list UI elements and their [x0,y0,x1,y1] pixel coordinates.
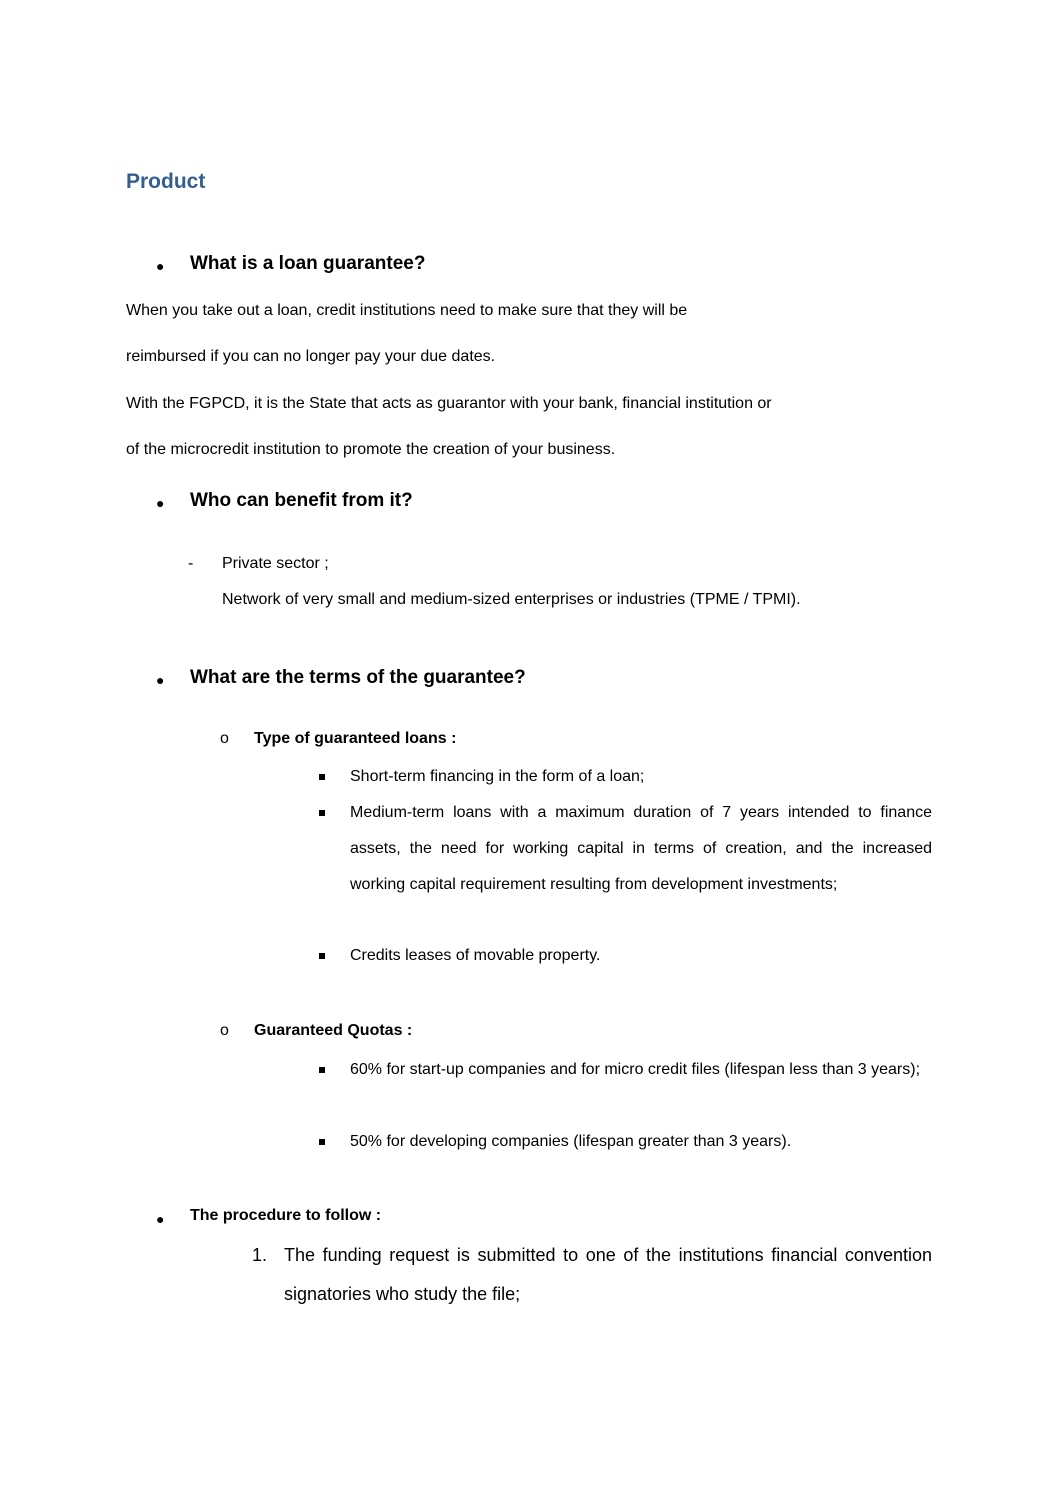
procedure-step: The funding request is submitted to one of the institutions financial convention signatories who study the file; [284,1245,932,1304]
square-bullet-icon [319,1067,325,1073]
list-item: 50% for developing companies (lifespan greater than 3 years). [350,1133,792,1150]
bullet-icon: ● [156,1211,165,1227]
benefit-item-line: Network of very small and medium-sized enterprises or industries (TPME / TPMI). [222,591,801,608]
circle-marker: o [220,730,229,747]
bullet-icon: ● [156,258,165,274]
list-item: Medium-term loans with a maximum duration of 7 years intended to finance assets, the need for working capital in terms of creation, and the increased working capital requirement resulting from development investments; [350,804,932,893]
bullet-icon: ● [156,495,165,511]
list-item: Short-term financing in the form of a loan; [350,768,645,785]
page-title: Product [126,170,206,193]
list-number: 1. [252,1245,268,1265]
paragraph-line: reimbursed if you can no longer pay your due dates. [126,348,496,365]
heading-terms: What are the terms of the guarantee? [190,667,526,688]
square-bullet-icon [319,953,325,959]
square-bullet-icon [319,810,325,816]
square-bullet-icon [319,774,325,780]
heading-procedure: The procedure to follow : [190,1207,382,1224]
paragraph-line: With the FGPCD, it is the State that acts as guarantor with your bank, financial institution or [126,395,772,412]
heading-loan-guarantee: What is a loan guarantee? [190,253,426,274]
paragraph-line: When you take out a loan, credit institutions need to make sure that they will be [126,302,688,319]
circle-marker: o [220,1022,229,1039]
benefit-item-line: Private sector ; [222,555,329,572]
list-item: 60% for start-up companies and for micro credit files (lifespan less than 3 years); [350,1061,921,1078]
paragraph-line: of the microcredit institution to promote the creation of your business. [126,441,616,458]
square-bullet-icon [319,1139,325,1145]
bullet-icon: ● [156,672,165,688]
subheading-loan-types: Type of guaranteed loans : [254,730,457,747]
dash-marker: - [188,555,194,572]
subheading-quotas: Guaranteed Quotas : [254,1022,413,1039]
heading-who-can-benefit: Who can benefit from it? [190,490,413,511]
list-item: Credits leases of movable property. [350,947,601,964]
